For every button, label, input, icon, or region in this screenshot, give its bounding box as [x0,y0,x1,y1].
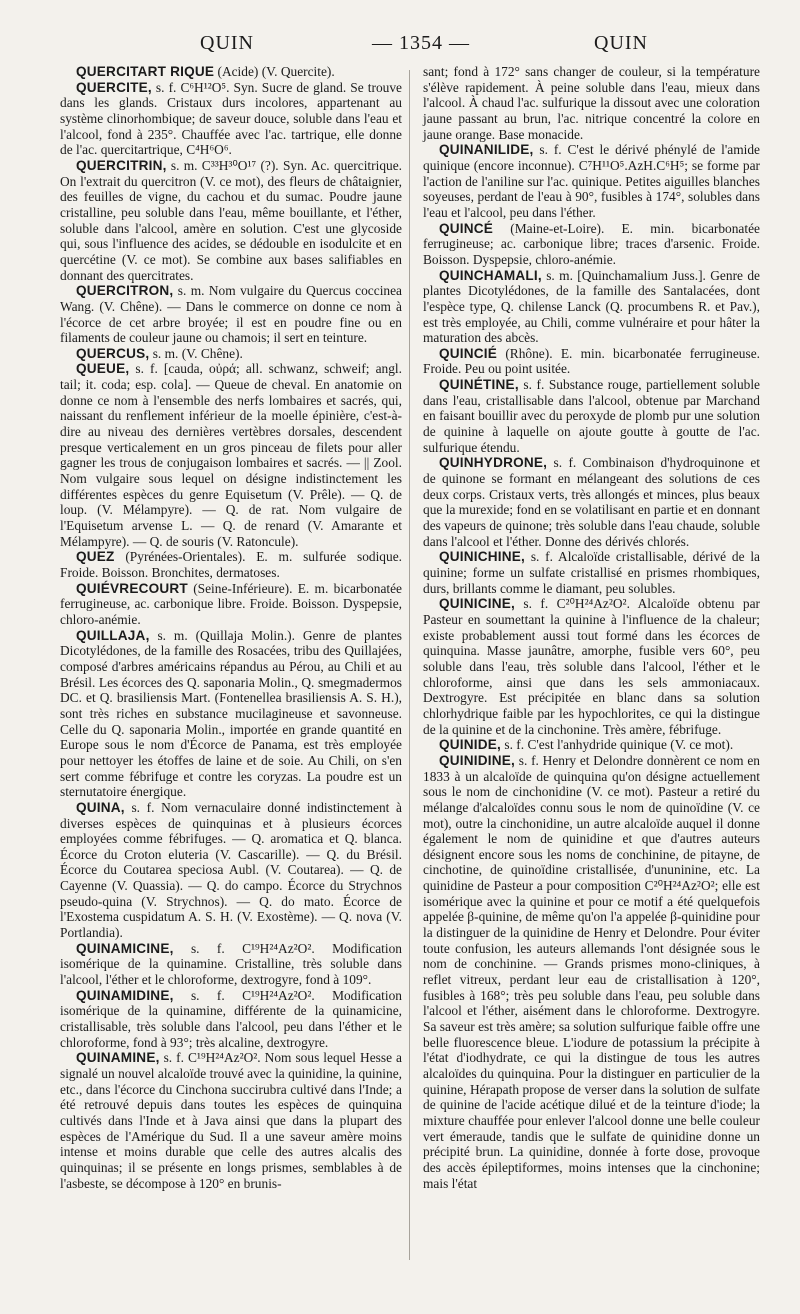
entry-headword: QUINAMIDINE, [76,987,174,1003]
entry-text: s. f. Alcaloïde cristallisable, dérivé de la quinine; forme un sulfate cristallisé en prismes rhombiques, durs, brillants comme le diamant, peu solubles. [423,549,760,596]
dictionary-entry [60,628,402,800]
entry-headword: QUINAMICINE, [76,940,174,956]
dictionary-entry [423,268,760,346]
entry-text: s. f. Combinaison d'hydroquinone et de quinone se formant en mélangeant des solutions de ces deux corps. Cristaux verts, très allongés et minces, plus beaux que la murexide; fond en se volatilisant en partie et en donnant des vapeurs de quinone; très soluble dans l'eau chaude, soluble dans l'alcool et l'éther. Donne des dérivés chlorés. [423,455,760,549]
entry-text: s. m. Nom vulgaire du Quercus coccinea Wang. (V. Chêne). — Dans le commerce on donne ce nom à l'écorce de cet arbre broyée; il est en poudre fine ou en filaments de couleur jaune ou chamois; il sert en teinture. [60,283,402,346]
dictionary-entry [423,596,760,737]
dictionary-entry [423,142,760,220]
dictionary-entry [60,549,402,580]
entry-headword: QUINICINE, [439,596,516,612]
entry-text: (Pyrénées-Orientales). E. m. sulfurée sodique. Froide. Boisson. Bronchites, dermatoses. [60,549,402,580]
entry-headword: QUINCHAMALI, [439,267,542,283]
entry-headword: QUINÉTINE, [439,377,519,393]
entry-text: sant; fond à 172° sans changer de couleur, si la température s'élève rapidement. À peine soluble dans l'eau, mieux dans l'alcool. À chaud l'ac. sulfurique la dissout avec une coloration jaune passant au brun, l'ac. nitrique concentré la colore en jaune orange. Base monacide. [423,64,760,142]
dictionary-entry [423,549,760,596]
entry-text: s. f. C'est l'anhydride quinique (V. ce mot). [501,737,734,753]
entry-headword: QUERCITRON, [76,283,174,299]
entry-text: s. f. Henry et Delondre donnèrent ce nom en 1833 à un alcaloïde de quinquina qu'on désigne actuellement sous le nom de cinchonidine (V. ce mot). Pasteur a retiré du mélange d'alcaloïdes connu sous le nom de quinoïdine (V. ce mot), outre la cinchonidine, un autre alcaloïde auquel il donne également le nom de quinidine et que d'autres auteurs désignent encore sous les noms de conchinine, de pitayne, de cinchotine, de quinoïdine cristallisée, d'ununinine, etc. La quinidine de Pasteur a pour composition C²⁰H²⁴Az²O²; elle est isomérique avec la quinine et pour ce motif a été quelquefois appelée β-quinine, de même qu'on l'a appelée β-quinidine pour la distinguer de la quinidine de Henry et Delondre. Pour éviter toute confusion, les auteurs allemands l'ont désignée sous le nom de conchinine. — Grands prismes mono-cliniques, à reflet vitreux, perdant leur eau de cristallisation à 120°, fusibles à 168°; très peu soluble dans l'eau, peu soluble dans l'alcool et l'éther, aisément dans le chloroforme. Dextrogyre. Sa saveur est très amère; sa solution sulfurique faible offre une belle fluorescence bleue. L'iodure de potassium la précipite à l'état d'iodhydrate, ce qui la distingue de tous les autres alcaloïdes du quinquina. Pour la distinguer en particulier de la quinine, Hérapath propose de verser dans la solution de sulfate de quinine de l'acide acétique dilué et de la teinture d'iode; la mixture chauffée pour enlever l'alcool donne une belle couleur vert émeraude, tandis que le sulfate de quinidine donne un précipité brun. La quinidine, donnée à forte dose, provoque des accès épileptiformes, moins intenses que la cinchonine; mais l'état [423,752,760,1191]
entry-text: s. f. C⁶H¹²O⁵. Syn. Sucre de gland. Se trouve dans les glands. Cristaux durs incolores, appartenant au système clinorhombique; de saveur douce, soluble dans l'eau et l'alcool, fond à 235°. Chauffée avec l'ac. tartrique, elle donne de l'ac. quercitartrique, C⁴H⁶O⁶. [60,79,402,158]
entry-headword: QUINICHINE, [439,549,526,565]
entry-text: s. f. C¹⁹H²⁴Az²O². Modification isomérique de la quinamine, différente de la quinamicine, cristallisable, très soluble dans l'alcool, peu dans l'éther et le chloroforme, fond à 93°; très alcaline, dextrogyre. [60,987,402,1050]
entry-headword: QUILLAJA, [76,627,150,643]
entry-text: s. f. C¹⁹H²⁴Az²O². Nom sous lequel Hesse a signalé un nouvel alcaloïde trouvé avec la quinidine, la quinine, etc., dans l'écorce du Cinchona succirubra cultivé dans l'Inde; a été retrouvé depuis dans toutes les espèces de quinquina cultivés dans l'Inde et à Java ainsi que dans la plupart des espèces de l'Amérique du Sud. Il a une saveur amère moins intense et moins durable que celle des autres alcalis des quinquinas; il se présente en longs prismes, semblables à de l'asbeste, se décompose à 120° en brunis- [60,1050,402,1191]
entry-headword: QUINHYDRONE, [439,455,548,471]
entry-headword: QUINIDINE, [439,752,516,768]
entry-headword: QUEZ [76,549,115,565]
dictionary-entry [423,346,760,377]
entry-headword: QUERCITART RIQUE [76,64,215,79]
dictionary-entry [60,800,402,941]
entry-text: s. m. [Quinchamalium Juss.]. Genre de plantes Dicotylédones, de la famille des Santalacées, dont l'espèce type, Q. chilense Lanck (Q. procumbens R. et Pav.), est très employée, au Chili, comme vulnéraire et pour hâter la maturation des abcès. [423,267,760,346]
entry-headword: QUEUE, [76,361,130,377]
dictionary-entry [423,455,760,549]
entry-headword: QUINA, [76,799,125,815]
entry-headword: QUERCITE, [76,79,152,95]
dictionary-entry [60,283,402,346]
column-divider [409,70,410,1260]
left-column [60,64,402,1191]
entry-text: s. f. C'est le dérivé phénylé de l'amide quinique (encore inconnue). C⁷H¹¹O⁵.AzH.C⁶H⁵; se forme par l'action de l'aniline sur l'ac. quinique. Petites aiguilles blanches soyeuses, perdant de l'eau à 90°, fusibles à 174°, solubles dans l'eau et l'alcool, peu dans l'éther. [423,142,760,220]
dictionary-entry [60,346,402,362]
dictionary-entry [60,941,402,988]
dictionary-entry [60,988,402,1051]
dictionary-entry [60,361,402,549]
entry-text: s. f. [cauda, οὐρά; all. schwanz, schweif; angl. tail; it. coda; esp. cola]. — Queue de cheval. En anatomie on donne ce nom à l'ensemble des nerfs lombaires et sacrés, qui, naissant du renflement inférieur de la moelle épinière, c'est-à-dire au niveau des dernières vertèbres dorsales, descendent presque verticalement en un gros pinceau de filets pour aller gagner les trous de conjugaison lombaires et sacrés. — || Zool. Nom vulgaire sous lequel on désigne indistinctement les différentes espèces du genre Equisetum (V. Prêle). — Q. de loup. (V. Mélampyre). — Q. de rat. Nom vulgaire de l'Equisetum arvense L. — Q. de renard (V. Amarante et Mélampyre). — Q. de souris (V. Ratoncule). [60,361,402,549]
entry-headword: QUINANILIDE, [439,142,534,158]
entry-text: (Maine-et-Loire). E. min. bicarbonatée ferrugineuse; ac. carbonique libre; traces d'arsenic. Froide. Boisson. Dyspepsie, chloro-anémie. [423,220,760,267]
entry-text: s. f. C²⁰H²⁴Az²O². Alcaloïde obtenu par Pasteur en soumettant la quinine à l'influence de la chaleur; existe probablement aussi tout formé dans les écorces de quinquina. Masse jaunâtre, amorphe, fusible vers 60°, peu soluble dans l'eau, très soluble dans l'alcool, l'éther et le chloroforme, ainsi que dans les sels ammoniacaux. Dextrogyre. Est précipitée en blanc dans sa solution chlorhydrique faible par les hypochlorites, ce qui la distingue de la quinine et de la cinchonine. Très amère, fébrifuge. [423,596,760,737]
entry-headword: QUINIDE, [439,737,502,753]
right-column [423,64,760,1191]
dictionary-entry [423,753,760,1191]
dictionary-entry [60,581,402,628]
entry-headword: QUINAMINE, [76,1050,160,1066]
entry-headword: QUINCIÉ [439,345,498,361]
entry-text: s. m. (V. Chêne). [149,345,243,361]
entry-text: s. m. (Quillaja Molin.). Genre de plantes Dicotylédones, de la famille des Rosacées, tribu des Quillajées, composé d'arbres américains répandus au Pérou, au Chili et au Brésil. Les écorces des Q. saponaria Molin., Q. smegmadermos DC. et Q. brasiliensis Mart. (Fontenellea brasiliensis A. S. H.), sont très riches en substance mucilagineuse et savonneuse. Celle du Q. saponaria Molin., importée en grande quantité en Europe sous le nom d'Écorce de Panama, est très employée pour nettoyer les étoffes de laine et de soie. Au Chili, on s'en sert comme fébrifuge et contre les coryzas. La poudre est un sternutatoire énergique. [60,627,402,800]
dictionary-entry [60,158,402,283]
entry-text: s. f. Nom vernaculaire donné indistinctement à diverses espèces de quinquinas et à plusieurs écorces employées comme fébrifuges. — Q. aromatica et Q. blanca. Écorce du Croton eluteria (V. Cascarille). — Q. du Brésil. Écorce du Coutarea speciosa Aubl. (V. Coutarea). — Q. de Cayenne (V. Quassia). — Q. do campo. Écorce du Strychnos pseudo-quina (V. Strychnos). — Q. do mato. Écorce de l'Exostema cuspidatum A. S. H. (V. Exostème). — Q. nova (V. Portlandia). [60,799,402,941]
entry-text: (Seine-Inférieure). E. m. bicarbonatée ferrugineuse, ac. carbonique libre. Froide. Boisson. Dyspepsie, chloro-anémie. [60,580,402,627]
page-header [0,28,800,58]
page-number: — 1354 — [372,32,470,54]
entry-headword: QUIÉVRECOURT [76,580,188,596]
header-right-word: QUIN [594,32,648,54]
entry-headword: QUINCÉ [439,220,494,236]
entry-headword: QUERCITRIN, [76,157,167,173]
entry-text: s. f. C¹⁹H²⁴Az²O². Modification isomérique de la quinamine. Cristalline, très soluble dans l'alcool, l'éther et le chloroforme, dextrogyre, fond à 109°. [60,940,402,988]
entry-text: (Rhône). E. min. bicarbonatée ferrugineuse. Froide. Peu ou point usitée. [423,345,760,377]
header-left-word: QUIN [200,32,254,54]
entry-headword: QUERCUS, [76,345,150,361]
dictionary-entry [60,80,402,158]
dictionary-entry [60,64,402,80]
dictionary-entry [60,1050,402,1191]
dictionary-entry [423,64,760,142]
entry-text: s. f. Substance rouge, partiellement soluble dans l'eau, cristallisable dans l'alcool, obtenue par Marchand en faisant bouillir avec du peroxyde de plomb pur une solution de quinine à laquelle on ajoute goutte à goutte de l'ac. sulfurique étendu. [423,377,760,455]
dictionary-entry [423,377,760,455]
entry-text: s. m. C³³H³⁰O¹⁷ (?). Syn. Ac. quercitrique. On l'extrait du quercitron (V. ce mot), des fleurs de châtaignier, des feuilles de vigne, du cachou et du sumac. Poudre jaune cristalline, peu soluble dans l'eau, même bouillante, et l'éther, soluble dans l'alcool, amère en solution. C'est une glycoside qui, sous l'influence des acides, se dédouble en isodulcite et en quercétine (V. ce mot). Se combine aux bases salifiables en donnant des quercitrates. [60,157,402,283]
entry-text: (Acide) (V. Quercite). [214,64,335,79]
dictionary-entry [423,737,760,753]
dictionary-entry [423,221,760,268]
